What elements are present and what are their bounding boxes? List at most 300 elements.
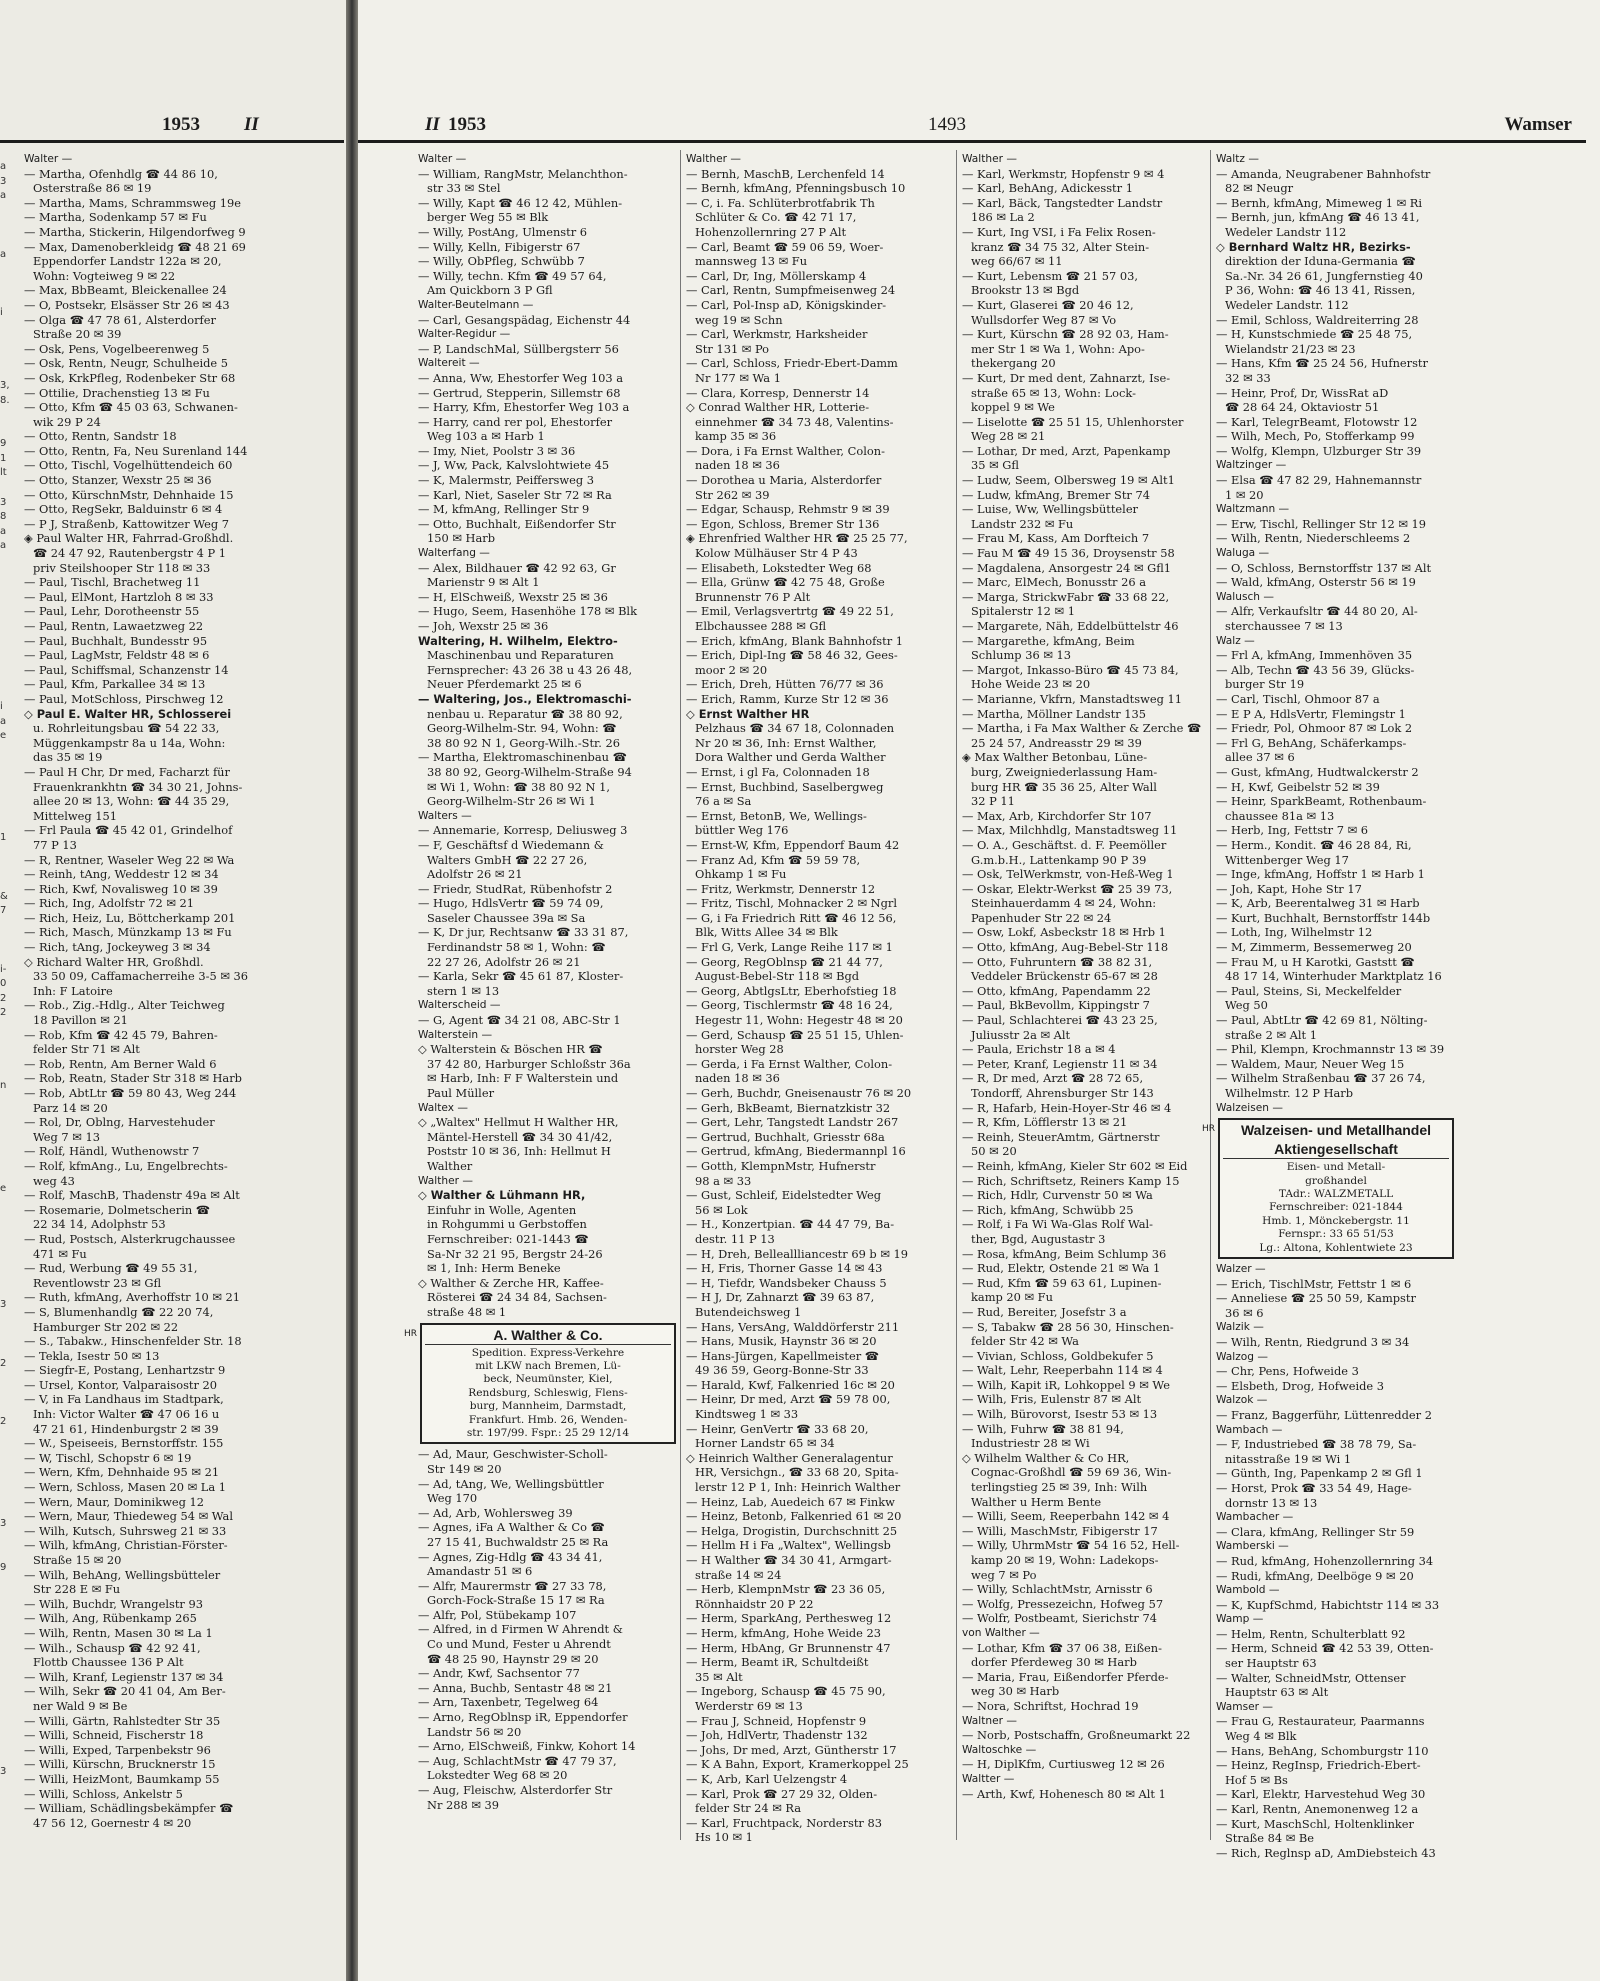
edge-fragment [0, 1050, 10, 1065]
ad-line: Fernschreiber: 021-1844 [1269, 1201, 1403, 1214]
directory-entry: — Joh, HdlVertr, Thadenstr 132 [686, 1728, 868, 1743]
entry-continuation: Wedeler Landstr 112 [1225, 224, 1347, 239]
directory-entry: — Wolfg, Pressezeichn, Hofweg 57 [962, 1596, 1164, 1611]
directory-entry: — Vivian, Schloss, Goldbekufer 5 [962, 1348, 1154, 1363]
entry-continuation: Co und Mund, Fester u Ahrendt [427, 1637, 611, 1652]
edge-fragment [0, 642, 10, 657]
entry-continuation: Landstr 56 ✉ 20 [427, 1724, 522, 1739]
directory-entry: — Rud, Werbung ☎ 49 55 31, [24, 1261, 198, 1276]
directory-entry: — Otto, Buchhalt, Eißendorfer Str [418, 516, 616, 531]
directory-entry: — Wilh, Kapit iR, Lohkoppel 9 ✉ We [962, 1377, 1170, 1392]
edge-fragment: 3 [0, 1299, 7, 1311]
directory-entry: — Ella, Grünw ☎ 42 75 48, Große [686, 575, 885, 590]
entry-continuation: u. Rohrleitungsbau ☎ 54 22 33, [33, 721, 220, 736]
directory-entry: — Elsa ☎ 47 82 29, Hahnemannstr [1216, 473, 1422, 488]
surname-heading: Walter-Regidur — [418, 328, 511, 341]
entry-continuation: kamp 20 ✉ 19, Wohn: Ladekops- [971, 1553, 1159, 1567]
directory-entry: — Wolfg, Klempn, Ulzburger Str 39 [1216, 443, 1422, 458]
entry-continuation: 76 a ✉ Sa [695, 794, 752, 809]
edge-fragment [0, 758, 10, 773]
directory-entry: — H J, Dr, Zahnarzt ☎ 39 63 87, [686, 1290, 875, 1305]
directory-entry: — Ernst-W, Kfm, Eppendorf Baum 42 [686, 837, 900, 852]
right-header-year: 1953 [448, 114, 486, 135]
directory-entry: — Otto, RegSekr, Balduinstr 6 ✉ 4 [24, 502, 223, 517]
directory-entry: — Hans, VersAng, Walddörferstr 211 [686, 1319, 900, 1334]
directory-entry: — Kurt, Ing VSI, i Fa Felix Rosen- [962, 224, 1156, 239]
directory-entry: — Bernh, kfmAng, Mimeweg 1 ✉ Ri [1216, 195, 1422, 210]
directory-entry: — G, Agent ☎ 34 21 08, ABC-Str 1 [418, 1013, 621, 1028]
directory-entry: — Rolf, Händl, Wuthenowstr 7 [24, 1144, 200, 1159]
directory-entry: — Siegfr-E, Postang, Lenhartzstr 9 [24, 1363, 226, 1378]
edge-fragment [0, 1152, 10, 1167]
ad-line: Spedition. Express-Verkehre [471, 1346, 625, 1359]
entry-continuation: 47 56 12, Goernestr 4 ✉ 20 [33, 1815, 192, 1830]
directory-entry: — M, kfmAng, Rellinger Str 9 [418, 502, 590, 517]
ad-title: A. Walther & Co. [425, 1327, 671, 1345]
entry-continuation: Adolfstr 26 ✉ 21 [427, 867, 523, 882]
edge-fragment [0, 1736, 10, 1751]
entry-continuation: Reventlowstr 23 ✉ Gfl [33, 1275, 162, 1290]
directory-entry: — Rud, Postsch, Alsterkrugchaussee [24, 1231, 236, 1246]
edge-fragment [0, 656, 10, 671]
entry-continuation: 32 ✉ 33 [1225, 370, 1271, 385]
entry-continuation: weg 7 ✉ Po [971, 1567, 1037, 1582]
directory-entry: — Egon, Schloss, Bremer Str 136 [686, 516, 880, 531]
edge-fragment [0, 1546, 10, 1561]
directory-entry: ◇ Bernhard Waltz HR, Bezirks- [1216, 239, 1411, 254]
directory-entry: — Willy, UhrmMstr ☎ 54 16 52, Hell- [962, 1538, 1180, 1553]
directory-entry: ◇ „Waltex" Hellmut H Walther HR, [418, 1115, 619, 1130]
directory-entry: — Otto, kfmAng, Papendamm 22 [962, 983, 1151, 998]
directory-entry: — Kurt, Buchhalt, Bernstorffstr 144b [1216, 910, 1431, 925]
entry-continuation: Papenhuder Str 22 ✉ 24 [971, 910, 1112, 925]
edge-fragment [0, 364, 10, 379]
entry-continuation: 77 P 13 [33, 837, 77, 852]
surname-heading: Wambold — [1216, 1584, 1280, 1597]
directory-entry: — Imy, Niet, Poolstr 3 ✉ 36 [418, 443, 576, 458]
entry-continuation: Wielandstr 21/23 ✉ 23 [1225, 341, 1356, 356]
ad-body [425, 1347, 671, 1441]
directory-entry: ◇ Wilhelm Walther & Co HR, [962, 1450, 1130, 1465]
edge-fragment [0, 1473, 10, 1488]
edge-fragment [0, 598, 10, 613]
directory-entry: — Osk, Pens, Vogelbeerenweg 5 [24, 341, 210, 356]
directory-entry: — W., Speiseeis, Bernstorffstr. 155 [24, 1436, 224, 1451]
column-1-entries-cont [418, 1447, 676, 1812]
surname-heading: Wamp — [1216, 1613, 1264, 1626]
edge-fragment [0, 350, 10, 365]
directory-entry: — Herb, Ing, Fettstr 7 ✉ 6 [1216, 823, 1368, 838]
entry-continuation: Osterstraße 86 ✉ 19 [33, 181, 152, 196]
directory-entry: — Alfr, Pol, Stübekamp 107 [418, 1607, 577, 1622]
directory-entry: — K A Bahn, Export, Kramerkoppel 25 [686, 1757, 909, 1772]
edge-fragment [0, 861, 10, 876]
entry-continuation: Walther u Herm Bente [971, 1494, 1102, 1509]
column-rule [680, 150, 681, 1840]
entry-continuation: Am Quickborn 3 P Gfl [427, 283, 553, 298]
directory-entry: — Wilh, Buchdr, Wrangelstr 93 [24, 1596, 203, 1611]
directory-entry: — Walt, Lehr, Reeperbahn 114 ✉ 4 [962, 1363, 1163, 1378]
directory-entry: — Rob, Kfm ☎ 42 45 79, Bahren- [24, 1027, 218, 1042]
directory-entry: — Heinz, Betonb, Falkenried 61 ✉ 20 [686, 1509, 902, 1524]
entry-continuation: Poststr 10 ✉ 36, Inh: Hellmut H [427, 1144, 611, 1159]
directory-entry: ◈ Ehrenfried Walther HR ☎ 25 25 77, [686, 531, 908, 546]
directory-entry: — Clara, Korresp, Dennerstr 14 [686, 385, 870, 400]
edge-fragment [0, 1269, 10, 1284]
directory-entry: — Harry, Kfm, Ehestorfer Weg 103 a [418, 400, 630, 415]
directory-entry: — Agnes, iFa A Walther & Co ☎ [418, 1520, 605, 1535]
edge-fragment [0, 321, 10, 336]
directory-entry: — Heinr, Prof, Dr, WissRat aD [1216, 385, 1389, 400]
directory-entry: — Erich, Ramm, Kurze Str 12 ✉ 36 [686, 691, 889, 706]
edge-fragment [0, 627, 10, 642]
directory-entry: — Otto, KürschnMstr, Dehnhaide 15 [24, 487, 234, 502]
directory-entry: — Rosemarie, Dolmetscherin ☎ [24, 1202, 210, 1217]
directory-entry: — O. A., Geschäftst. d. F. Peemöller [962, 837, 1167, 852]
entry-continuation: Mäntel-Herstell ☎ 34 30 41/42, [427, 1129, 613, 1144]
entry-continuation: Elbchaussee 288 ✉ Gfl [695, 619, 827, 633]
entry-continuation: ser Hauptstr 63 [1225, 1656, 1317, 1671]
edge-fragment [0, 744, 10, 759]
entry-continuation: Einfuhr in Wolle, Agenten [427, 1202, 577, 1217]
directory-entry: — Otto, Rentn, Sandstr 18 [24, 429, 177, 444]
entry-continuation: Mittelweg 151 [33, 808, 117, 823]
directory-entry: — Osw, Lokf, Asbeckstr 18 ✉ Hrb 1 [962, 925, 1166, 940]
directory-entry: — Nora, Schriftst, Hochrad 19 [962, 1698, 1139, 1713]
directory-entry: — Paul, ElMont, Hartzloh 8 ✉ 33 [24, 589, 214, 604]
directory-entry: — Dorothea u Maria, Alsterdorfer [686, 473, 882, 488]
entry-continuation: Weg 4 ✉ Blk [1225, 1729, 1297, 1744]
directory-entry: — Arth, Kwf, Hohenesch 80 ✉ Alt 1 [962, 1786, 1166, 1801]
edge-fragment [0, 1605, 10, 1620]
directory-entry: — P, LandschMal, Süllbergsterr 56 [418, 341, 619, 356]
directory-entry: — Carl, Gesangspädag, Eichenstr 44 [418, 312, 631, 327]
entry-continuation: kamp 20 ✉ Fu [971, 1290, 1053, 1305]
entry-continuation: Sa-Nr 32 21 95, Bergstr 24-26 [427, 1246, 603, 1261]
directory-entry: — Rich, Masch, Münzkamp 13 ✉ Fu [24, 925, 232, 940]
ad-line: Eisen- und Metall- [1286, 1161, 1386, 1174]
column-1-entries [418, 152, 676, 1320]
directory-entry: — Willi, Schneid, Fischerstr 18 [24, 1728, 204, 1743]
directory-entry: — Fau M ☎ 49 15 36, Droysenstr 58 [962, 546, 1175, 561]
directory-entry: — Martha, Mams, Schrammsweg 19e [24, 195, 242, 210]
entry-continuation: wik 29 P 24 [33, 414, 101, 429]
directory-entry: — Aug, SchlachtMstr ☎ 47 79 37, [418, 1753, 617, 1768]
entry-continuation: Rönnhaidstr 20 P 22 [695, 1596, 814, 1611]
directory-entry: — Phil, Klempn, Krochmannstr 13 ✉ 39 [1216, 1042, 1445, 1057]
directory-entry: — Ernst, BetonB, We, Wellings- [686, 808, 867, 823]
entry-continuation: allee 20 ✉ 13, Wohn: ☎ 44 35 29, [33, 794, 230, 809]
ad-a-walther [420, 1323, 676, 1445]
entry-continuation: stern 1 ✉ 13 [427, 983, 500, 998]
directory-entry: — Karl, Prok ☎ 27 29 32, Olden- [686, 1786, 878, 1801]
directory-entry: — Herm, SparkAng, Perthesweg 12 [686, 1611, 892, 1626]
surname-heading: Waltex — [418, 1101, 468, 1114]
directory-entry: — Erich, TischlMstr, Fettstr 1 ✉ 6 [1216, 1276, 1412, 1291]
entry-continuation: HR, Versichgn., ☎ 33 68 20, Spita- [695, 1465, 899, 1480]
directory-entry: — H, Kunstschmiede ☎ 25 48 75, [1216, 327, 1413, 342]
directory-entry: — Gust, kfmAng, Hudtwalckerstr 2 [1216, 764, 1419, 779]
entry-continuation: burger Str 19 [1225, 677, 1305, 692]
entry-continuation: Paul Müller [427, 1086, 495, 1100]
directory-entry: — Waldem, Maur, Neuer Weg 15 [1216, 1056, 1405, 1071]
directory-entry: — Maria, Frau, Eißendorfer Pferde- [962, 1669, 1169, 1684]
directory-entry: — Willi, Seem, Reeperbahn 142 ✉ 4 [962, 1509, 1170, 1524]
directory-entry: — Hans-Jürgen, Kapellmeister ☎ [686, 1348, 879, 1363]
entry-continuation: Weg 7 ✉ 13 [33, 1129, 100, 1144]
ad-title [1223, 1122, 1449, 1159]
edge-fragment: a [0, 525, 7, 537]
directory-entry: ◇ Richard Walter HR, Großhdl. [24, 954, 204, 969]
directory-entry: — Edgar, Schausp, Rehmstr 9 ✉ 39 [686, 502, 890, 517]
directory-entry: — Karl, Rentn, Anemonenweg 12 a [1216, 1802, 1419, 1816]
surname-heading: Walzeisen — [1216, 1101, 1283, 1114]
entry-continuation: Wullsdorfer Weg 87 ✉ Vo [971, 312, 1117, 327]
directory-entry: — Rud, Bereiter, Josefstr 3 a [962, 1304, 1127, 1319]
entry-continuation: 98 a ✉ 33 [695, 1173, 752, 1188]
edge-fragment [0, 1196, 10, 1211]
entry-continuation: Amandastr 51 ✉ 6 [427, 1564, 533, 1579]
entry-continuation: Steinhauerdamm 4 ✉ 24, Wohn: [971, 896, 1157, 911]
directory-entry: — Karl, BehAng, Adickesstr 1 [962, 181, 1133, 196]
directory-entry: — Rud, Elektr, Ostende 21 ✉ Wa 1 [962, 1261, 1161, 1276]
entry-continuation: Lokstedter Weg 68 ✉ 20 [427, 1768, 568, 1783]
directory-entry: — Wilh, Fuhrw ☎ 38 81 94, [962, 1421, 1124, 1436]
edge-fragment: 9 [0, 438, 7, 450]
directory-entry: — Herb, KlempnMstr ☎ 23 36 05, [686, 1582, 886, 1597]
entry-continuation: ☎ 24 47 92, Rautenbergstr 4 P 1 [33, 546, 227, 561]
entry-continuation: 32 P 11 [971, 794, 1015, 809]
edge-fragment: a [0, 540, 7, 552]
entry-continuation: straße 14 ✉ 24 [695, 1567, 782, 1582]
entry-continuation: in Rohgummi u Gerbstoffen [427, 1217, 587, 1232]
surname-heading: Walther — [686, 153, 741, 165]
directory-entry: — Reinh, tAng, Weddestr 12 ✉ 34 [24, 867, 219, 882]
directory-entry: — Paul, Steins, Si, Meckelfelder [1216, 983, 1402, 998]
edge-fragment [0, 1590, 10, 1605]
directory-entry: — Gerh, BkBeamt, Biernatzkistr 32 [686, 1100, 891, 1115]
directory-entry: — Otto, Tischl, Vogelhüttendeich 60 [24, 458, 233, 473]
edge-fragment: a [0, 161, 7, 172]
entry-continuation: lerstr 12 P 1, Inh: Heinrich Walther [695, 1480, 901, 1495]
directory-entry: ◇ Walther & Zerche HR, Kaffee- [418, 1275, 604, 1290]
directory-entry: — Karl, Fruchtpack, Norderstr 83 [686, 1815, 882, 1830]
directory-entry: — Andr, Kwf, Sachsentor 77 [418, 1666, 580, 1681]
edge-fragment [0, 1634, 10, 1649]
surname-heading: Walzog — [1216, 1350, 1268, 1363]
directory-entry: — Frau J, Schneid, Hopfenstr 9 [686, 1713, 867, 1728]
directory-entry: — Agnes, Zig-Hdlg ☎ 43 34 41, [418, 1549, 603, 1564]
entry-continuation: felder Str 42 ✉ Wa [971, 1334, 1079, 1349]
directory-entry: — Carl, Dr, Ing, Möllerskamp 4 [686, 268, 867, 283]
directory-entry: — Gert, Lehr, Tangstedt Landstr 267 [686, 1115, 899, 1130]
entry-continuation: 150 ✉ Harb [427, 531, 495, 546]
surname-heading: Walters — [418, 809, 472, 822]
directory-entry: — Reinh, SteuerAmtm, Gärtnerstr [962, 1129, 1160, 1144]
entry-continuation: 25 24 57, Andreasstr 29 ✉ 39 [971, 735, 1142, 750]
directory-entry: — S, Blumenhandlg ☎ 22 20 74, [24, 1304, 214, 1319]
directory-entry: — Rolf, kfmAng., Lu, Engelbrechts- [24, 1158, 228, 1173]
surname-heading: Waltz — [1216, 153, 1259, 165]
edge-fragment [0, 933, 10, 948]
directory-entry: — Elsbeth, Drog, Hofweide 3 [1216, 1378, 1385, 1393]
directory-entry: — Karl, Elektr, Harvestehud Weg 30 [1216, 1787, 1426, 1802]
edge-fragment [0, 1342, 10, 1357]
ad-line: mit LKW nach Bremen, Lü- [475, 1359, 621, 1372]
edge-fragment [0, 1751, 10, 1766]
surname-heading: Walterfang — [418, 547, 490, 560]
directory-entry: — Hellm H i Fa „Waltex", Wellingsb [686, 1538, 891, 1553]
directory-entry: — Paul, Schiffsmal, Schanzenstr 14 [24, 662, 229, 677]
entry-continuation: nitasstraße 19 ✉ Wi 1 [1225, 1451, 1352, 1466]
entry-continuation: burg, Zweigniederlassung Ham- [971, 764, 1158, 779]
surname-heading: Walter-Beutelmann — [418, 298, 534, 311]
surname-heading: Walz — [1216, 634, 1255, 647]
directory-entry: — Wilh., Schausp ☎ 42 92 41, [24, 1640, 201, 1655]
directory-entry: — Max, Arb, Kirchdorfer Str 107 [962, 808, 1152, 823]
entry-continuation: felder Str 24 ✉ Ra [695, 1801, 802, 1816]
directory-entry: — Bernh, MaschB, Lerchenfeld 14 [686, 166, 885, 181]
column-3 [962, 152, 1206, 1977]
entry-continuation: dorfer Pferdeweg 30 ✉ Harb [971, 1655, 1137, 1670]
entry-continuation: ☎ 48 25 90, Haynstr 29 ✉ 20 [427, 1651, 599, 1666]
directory-entry: — Anneliese ☎ 25 50 59, Kampstr [1216, 1291, 1416, 1306]
directory-entry: — V, in Fa Landhaus im Stadtpark, [24, 1392, 224, 1407]
directory-entry: — R, Dr med, Arzt ☎ 28 72 65, [962, 1071, 1144, 1086]
directory-entry: — Karl, Werkmstr, Hopfenstr 9 ✉ 4 [962, 166, 1165, 181]
entry-continuation: einnehmer ☎ 34 73 48, Valentins- [695, 414, 894, 429]
entry-continuation: felder Str 71 ✉ Alt [33, 1042, 140, 1057]
edge-fragment: e [0, 730, 7, 742]
directory-entry: — Arn, Taxenbetr, Tegelweg 64 [418, 1695, 599, 1710]
directory-entry: — Paul, Tischl, Brachetweg 11 [24, 575, 201, 590]
surname-heading: Walther — [418, 1174, 473, 1187]
edge-fragment: 0 [0, 978, 7, 990]
entry-continuation: sterchaussee 7 ✉ 13 [1225, 619, 1343, 633]
directory-entry: — Elisabeth, Lokstedter Weg 68 [686, 560, 872, 575]
entry-continuation: Veddeler Brückenstr 65-67 ✉ 28 [971, 969, 1158, 984]
edge-fragment [0, 1576, 10, 1591]
entry-continuation: weg 19 ✉ Schn [695, 312, 783, 327]
entry-continuation: ner Wald 9 ✉ Be [33, 1698, 128, 1713]
edge-fragment [0, 1444, 10, 1459]
directory-entry: — Waltering, Jos., Elektromaschi- [418, 691, 632, 706]
edge-fragment [0, 218, 10, 233]
entry-continuation: 82 ✉ Neugr [1225, 181, 1294, 196]
entry-continuation: 1 ✉ 20 [1225, 487, 1264, 502]
surname-heading: Waltereit — [418, 357, 480, 370]
directory-entry: — Kurt, Kürschn ☎ 28 92 03, Ham- [962, 327, 1169, 342]
edge-fragment: 2 [0, 1007, 7, 1019]
directory-entry: — Heinr, SparkBeamt, Rothenbaum- [1216, 794, 1427, 809]
surname-heading: Walzer — [1216, 1263, 1266, 1276]
entry-continuation: Straße 84 ✉ Be [1225, 1831, 1314, 1846]
directory-entry: — Wilhelm Straßenbau ☎ 37 26 74, [1216, 1071, 1426, 1086]
edge-fragment [0, 277, 10, 292]
entry-continuation: Georg-Wilhelm-Str. 94, Wohn: ☎ [427, 721, 617, 736]
entry-continuation: weg 30 ✉ Harb [971, 1684, 1060, 1699]
directory-entry: — Herm, HbAng, Gr Brunnenstr 47 [686, 1640, 891, 1655]
entry-continuation: Hs 10 ✉ 1 [695, 1830, 753, 1845]
directory-entry: — K, KupfSchmd, Habichtstr 114 ✉ 33 [1216, 1597, 1440, 1612]
directory-entry: — William, Schädlingsbekämpfer ☎ [24, 1801, 234, 1816]
edge-fragment [0, 408, 10, 423]
directory-entry: — Wilh, Rentn, Niederschleems 2 [1216, 531, 1411, 546]
edge-fragment [0, 1109, 10, 1124]
directory-entry: — W, Tischl, Schopstr 6 ✉ 19 [24, 1450, 192, 1465]
edge-fragment [0, 1284, 10, 1299]
directory-entry: — Gerd, Schausp ☎ 25 51 15, Uhlen- [686, 1027, 904, 1042]
entry-continuation: naden 18 ✉ 36 [695, 1071, 780, 1086]
directory-entry: — Hans, Kfm ☎ 25 24 56, Hufnerstr [1216, 356, 1428, 371]
entry-continuation: kranz ☎ 34 75 32, Alter Stein- [971, 239, 1150, 254]
directory-entry: — Helga, Drogistin, Durchschnitt 25 [686, 1523, 898, 1538]
surname-heading: Wamberski — [1216, 1540, 1289, 1553]
directory-entry: ◇ Heinrich Walther Generalagentur [686, 1450, 893, 1465]
surname-heading: Wambach — [1216, 1423, 1283, 1436]
entry-continuation: 56 ✉ Lok [695, 1202, 748, 1217]
entry-continuation: Hohenzollernring 27 P Alt [695, 224, 847, 239]
entry-continuation: 38 80 92, Georg-Wilhelm-Straße 94 [427, 764, 632, 779]
entry-continuation: 22 27 26, Adolfstr 26 ✉ 21 [427, 954, 581, 969]
directory-entry: — Frau M, Kass, Am Dorfteich 7 [962, 531, 1150, 546]
surname-heading: Wamser — [1216, 1700, 1273, 1713]
edge-fragment [0, 1255, 10, 1270]
entry-continuation: 47 21 61, Hindenburgstr 2 ✉ 39 [33, 1421, 219, 1436]
directory-entry: — Paul, LagMstr, Feldstr 48 ✉ 6 [24, 648, 210, 663]
directory-entry: — Hans, BehAng, Schomburgstr 110 [1216, 1743, 1429, 1758]
ad-body [1223, 1161, 1449, 1255]
directory-entry: — Gerh, Buchdr, Gneisenaustr 76 ✉ 20 [686, 1086, 912, 1100]
entry-continuation: Kolow Mülhäuser Str 4 P 43 [695, 546, 858, 561]
edge-fragment [0, 1036, 10, 1051]
directory-entry: — H, ElSchweiß, Wexstr 25 ✉ 36 [418, 589, 608, 604]
ad-line: Lg.: Altona, Kohlentwiete 23 [1259, 1241, 1413, 1254]
directory-entry: — Arno, RegOblnsp iR, Eppendorfer [418, 1710, 628, 1725]
edge-fragment [0, 1371, 10, 1386]
directory-entry: — Frl G, BehAng, Schäferkamps- [1216, 735, 1407, 750]
surname-heading: Walterscheid — [418, 999, 501, 1012]
directory-entry: — Wilh, Fris, Eulenstr 87 ✉ Alt [962, 1392, 1142, 1407]
edge-fragment [0, 948, 10, 963]
page-number: 1493 [928, 114, 966, 135]
edge-fragment [0, 612, 10, 627]
ad-hr-mark: HR [404, 1328, 418, 1339]
directory-entry: — O, Schloss, Bernstorffstr 137 ✉ Alt [1216, 560, 1432, 575]
directory-entry: — Alb, Techn ☎ 43 56 39, Glücks- [1216, 662, 1415, 677]
entry-continuation: G.m.b.H., Lattenkamp 90 P 39 [971, 852, 1147, 867]
directory-entry: — K, Dr jur, Rechtsanw ☎ 33 31 87, [418, 925, 629, 940]
entry-continuation: weg 66/67 ✉ 11 [971, 254, 1063, 269]
entry-continuation: moor 2 ✉ 20 [695, 662, 768, 677]
directory-entry: — Martha, Ofenhdlg ☎ 44 86 10, [24, 166, 218, 181]
entry-continuation: Parz 14 ✉ 20 [33, 1100, 108, 1115]
directory-entry: — Rosa, kfmAng, Beim Schlump 36 [962, 1246, 1167, 1261]
edge-fragment: 9 [0, 1562, 7, 1573]
edge-fragment [0, 481, 10, 496]
directory-entry: — Osk, TelWerkmstr, von-Heß-Weg 1 [962, 867, 1174, 882]
entry-continuation: 49 36 59, Georg-Bonne-Str 33 [695, 1363, 869, 1378]
entry-continuation: ther, Bgd, Augustastr 3 [971, 1231, 1106, 1246]
ad-line: Walzeisen- und Metallhandel [1240, 1122, 1432, 1139]
edge-fragment: a [0, 248, 7, 260]
directory-entry: — Carl, Werkmstr, Harksheider [686, 327, 868, 342]
edge-fragment [0, 1532, 10, 1547]
directory-entry: — Kurt, Dr med dent, Zahnarzt, Ise- [962, 370, 1171, 385]
ad-walzeisen [1218, 1118, 1454, 1259]
directory-entry: — Willi, Gärtn, Rahlstedter Str 35 [24, 1713, 221, 1728]
directory-entry: — Walter, SchneidMstr, Ottenser [1216, 1670, 1406, 1685]
